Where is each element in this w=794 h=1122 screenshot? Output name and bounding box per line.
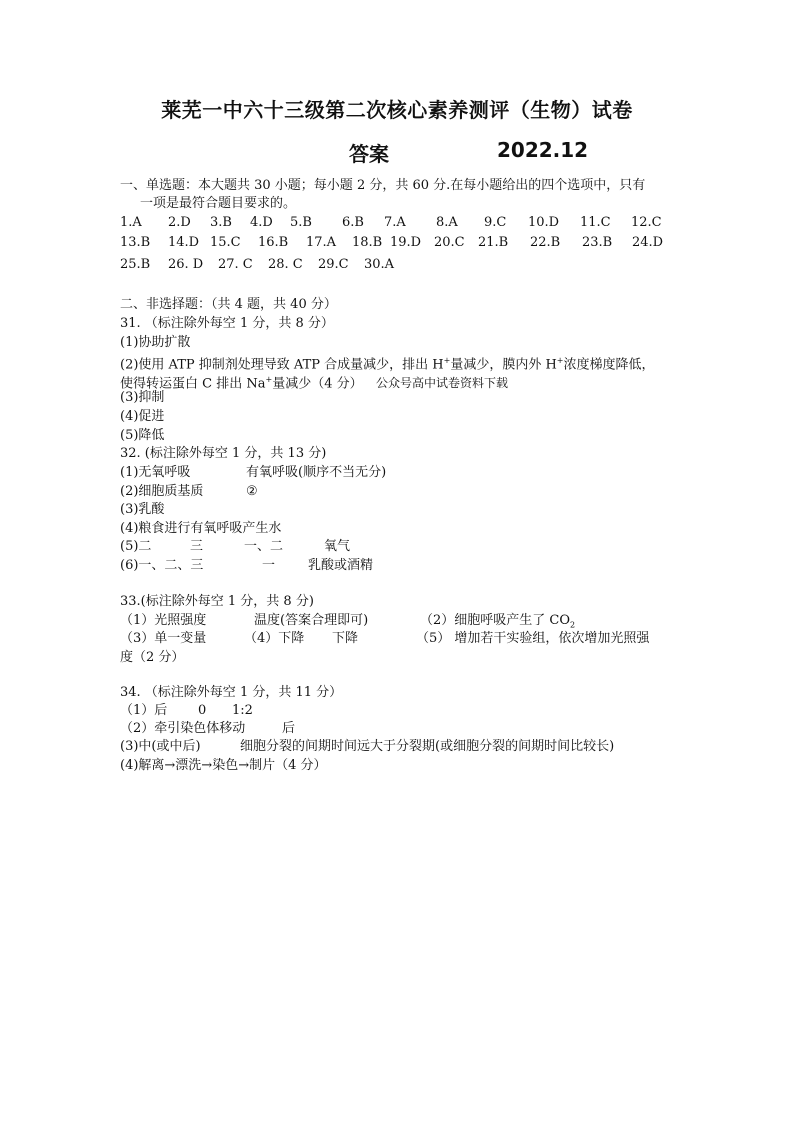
answer-item: 3.B	[210, 215, 232, 230]
q32-answer-3: (3)乳酸	[120, 502, 165, 517]
q34-a1-part-a: （1）后	[120, 703, 168, 718]
q34-answer-4: (4)解离→漂洗→染色→制片（4 分）	[120, 758, 327, 773]
answer-item: 21.B	[478, 235, 509, 250]
answer-item: 30.A	[364, 257, 395, 272]
answer-item: 27. C	[218, 257, 253, 272]
q32-a2-part-b: ②	[246, 484, 258, 499]
answer-item: 19.D	[390, 235, 422, 250]
q31-answer-5: (5)降低	[120, 428, 165, 443]
q31-answer-4: (4)促进	[120, 409, 165, 424]
q33-a3-part-a: （3）单一变量	[120, 631, 207, 646]
answer-item: 15.C	[210, 235, 241, 250]
page-title: 莱芜一中六十三级第二次核心素养测评（生物）试卷	[161, 98, 633, 122]
q34-answer-1	[120, 702, 520, 720]
q34-answer-2	[120, 720, 520, 738]
answer-item: 14.D	[168, 235, 200, 250]
q31-a2-text-e: 量减少（4 分）	[272, 376, 363, 392]
answer-item: 1.A	[120, 215, 142, 230]
subtitle-date: 2022.12	[497, 138, 589, 162]
q31-a2-text-b: 量减少，膜内外 H	[450, 357, 557, 373]
q31-a2-text-a: (2)使用 ATP 抑制剂处理导致 ATP 合成量减少，排出 H	[120, 357, 444, 373]
answer-item: 5.B	[290, 215, 312, 230]
q32-a5-part-d: 氧气	[324, 539, 351, 554]
q33-answer-3	[120, 630, 680, 648]
q32-heading: 32. (标注除外每空 1 分，共 13 分)	[120, 446, 327, 461]
q33-heading: 33.(标注除外每空 1 分，共 8 分)	[120, 594, 314, 609]
q33-a2-text: （2）细胞呼吸产生了 CO	[420, 613, 571, 628]
answer-item: 28. C	[268, 257, 303, 272]
q32-a5-part-a: (5)二	[120, 539, 152, 554]
na-plus-superscript: +	[265, 375, 273, 384]
q32-answer-6	[120, 557, 520, 575]
q33-a1-part-b: 温度(答案合理即可)	[254, 613, 369, 628]
q34-a2-part-b: 后	[282, 721, 296, 736]
q32-a6-part-a: (6)一、二、三	[120, 558, 204, 573]
q34-answer-3	[120, 738, 680, 756]
q32-answer-2	[120, 483, 520, 501]
q34-a1-part-b: 0	[198, 703, 207, 718]
answer-item: 20.C	[434, 235, 465, 250]
answer-item: 29.C	[318, 257, 349, 272]
section2-heading: 二、非选择题：（共 4 题，共 40 分）	[120, 297, 337, 312]
answer-item: 13.B	[120, 235, 151, 250]
q34-a3-part-b: 细胞分裂的间期时间远大于分裂期(或细胞分裂的间期时间比较长)	[240, 739, 615, 754]
q34-heading: 34. （标注除外每空 1 分，共 11 分）	[120, 685, 343, 700]
q31-heading: 31. （标注除外每空 1 分，共 8 分）	[120, 316, 334, 331]
q34-a2-part-a: （2）牵引染色体移动	[120, 721, 246, 736]
q34-a1-part-c: 1:2	[232, 703, 253, 718]
answer-item: 4.D	[250, 215, 273, 230]
answer-item: 23.B	[582, 235, 613, 250]
q32-answer-5	[120, 538, 520, 556]
answer-item: 22.B	[530, 235, 561, 250]
q32-a6-part-b: 一	[262, 558, 276, 573]
q33-a3-part-d: （5） 增加若干实验组，依次增加光照强	[416, 631, 650, 646]
q32-a6-part-c: 乳酸或酒精	[308, 558, 374, 573]
answer-item: 18.B	[352, 235, 383, 250]
answer-item: 10.D	[528, 215, 560, 230]
watermark-text: 公众号高中试卷资料下载	[376, 376, 509, 390]
answer-item: 8.A	[436, 215, 458, 230]
h-plus-superscript: +	[443, 356, 451, 365]
answer-item: 7.A	[384, 215, 406, 230]
answer-item: 6.B	[342, 215, 364, 230]
co2-subscript: 2	[570, 620, 576, 630]
section1-heading-line2: 一项是最符合题目要求的。	[140, 196, 297, 211]
q31-answer-1: (1)协助扩散	[120, 335, 191, 350]
answer-item: 25.B	[120, 257, 151, 272]
q33-a1-part-a: （1）光照强度	[120, 613, 207, 628]
answer-item: 12.C	[631, 215, 662, 230]
q32-a2-part-a: (2)细胞质基质	[120, 484, 204, 499]
q32-answer-1	[120, 464, 520, 482]
answer-item: 2.D	[168, 215, 191, 230]
q31-a2-text-d: 使得转运蛋白 C 排出 Na	[120, 376, 266, 392]
q32-a5-part-c: 一、二	[244, 539, 284, 554]
answer-row-2	[120, 234, 680, 252]
q33-answer-1	[120, 612, 640, 630]
q34-a3-part-a: (3)中(或中后)	[120, 739, 201, 754]
q33-answer-3-cont: 度（2 分）	[120, 650, 185, 665]
subtitle-answer: 答案	[349, 142, 389, 166]
q32-a1-part-a: (1)无氧呼吸	[120, 465, 191, 480]
q32-a5-part-b: 三	[190, 539, 204, 554]
answer-item: 26. D	[168, 257, 204, 272]
h-plus-superscript: +	[556, 356, 564, 365]
answer-item: 16.B	[258, 235, 289, 250]
q31-a2-text-c: 浓度梯度降低，	[563, 357, 655, 373]
q33-a3-part-b: （4）下降	[244, 631, 305, 646]
answer-item: 11.C	[580, 215, 611, 230]
answer-item: 9.C	[484, 215, 507, 230]
section1-heading-line1: 一、单选题：本大题共 30 小题；每小题 2 分，共 60 分.在每小题给出的四个选项中，只有	[120, 178, 646, 193]
q32-a1-part-b: 有氧呼吸(顺序不当无分)	[246, 465, 387, 480]
q31-answer-3: (3)抑制	[120, 390, 165, 405]
answer-item: 24.D	[632, 235, 664, 250]
q32-answer-4: (4)粮食进行有氧呼吸产生水	[120, 521, 282, 536]
q33-a3-part-c: 下降	[332, 631, 359, 646]
answer-row-3	[120, 256, 680, 274]
answer-item: 17.A	[306, 235, 337, 250]
answer-row-1	[120, 214, 680, 232]
